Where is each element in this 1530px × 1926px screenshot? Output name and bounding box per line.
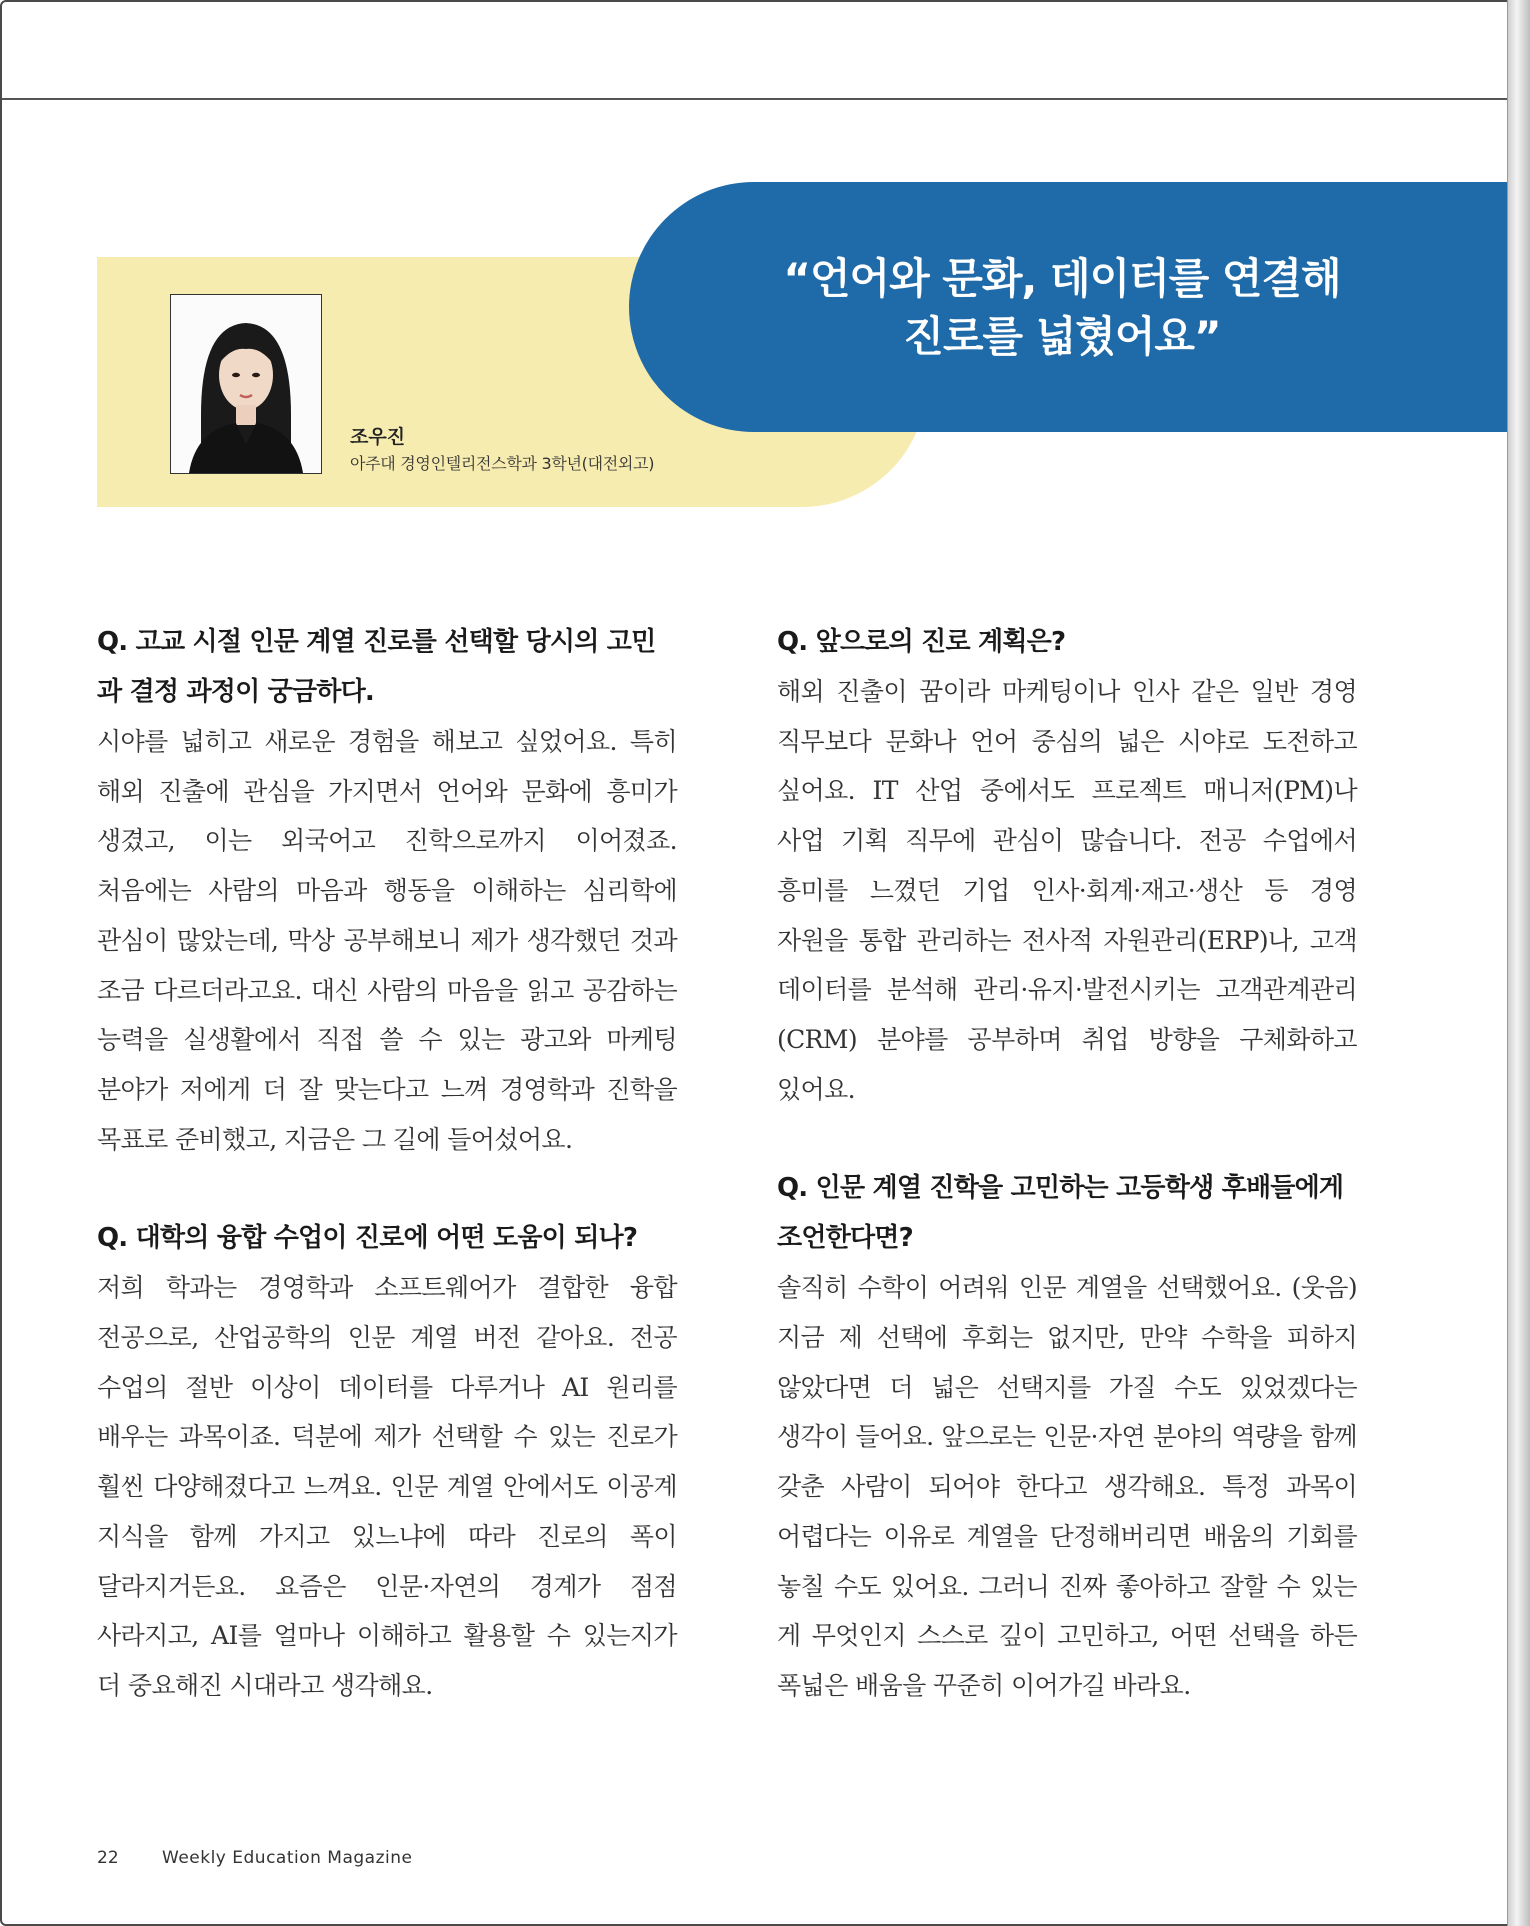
question-heading: Q. 앞으로의 진로 계획은? (777, 627, 1066, 657)
headline-line-2: 진로를 넓혔어요” (903, 312, 1221, 361)
question-heading: Q. 인문 계열 진학을 고민하는 고등학생 후배들에게 조언한다면? (777, 1173, 1344, 1254)
answer-paragraph: 시야를 넓히고 새로운 경험을 해보고 싶었어요. 특히 해외 진출에 관심을 가지면서 언어와 문화에 흥미가 생겼고, 이는 외국어고 진학으로까지 이어졌죠. 처음에는 사람의 마음과 행동을 이해하는 심리학에 관심이 많았는데, 막상 공부해보니 제가 생각했던 것과 조금 다르더라고요. 대신 사람의 마음을 읽고 공감하는 능력을 실생활에서 직접 쓸 수 있는 광고와 마케팅 분야가 저에게 더 잘 맞는다고 느껴 경영학과 진학을 목표로 준비했고, 지금은 그 길에 들어섰어요. (97, 727, 677, 1154)
top-rule (2, 98, 1510, 100)
profile-affiliation: 아주대 경영인텔리전스학과 3학년(대전외고) (350, 454, 655, 473)
answer-paragraph: 해외 진출이 꿈이라 마케팅이나 인사 같은 일반 경영 직무보다 문화나 언어 중심의 넓은 시야로 도전하고 싶어요. IT 산업 중에서도 프로젝트 매니저(PM)나 사업 기획 직무에 관심이 많습니다. 전공 수업에서 흥미를 느꼈던 기업 인사·회계·재고·생산 등 경영 자원을 통합 관리하는 전사적 자원관리(ERP)나, 고객 데이터를 분석해 관리·유지·발전시키는 고객관계관리(CRM) 분야를 공부하며 취업 방향을 구체화하고 있어요. (777, 677, 1357, 1104)
left-column (97, 617, 677, 1711)
portrait-illustration (171, 295, 321, 473)
profile-name: 조우진 (350, 426, 406, 448)
answer-paragraph: 저희 학과는 경영학과 소프트웨어가 결합한 융합 전공으로, 산업공학의 인문 계열 버전 같아요. 전공 수업의 절반 이상이 데이터를 다루거나 AI 원리를 배우는 과목이죠. 덕분에 제가 선택할 수 있는 진로가 훨씬 다양해졌다고 느껴요. 인문 계열 안에서도 이공계 지식을 함께 가지고 있느냐에 따라 진로의 폭이 달라지거든요. 요즘은 인문·자연의 경계가 점점 사라지고, AI를 얼마나 이해하고 활용할 수 있는지가 더 중요해진 시대라고 생각해요. (97, 1273, 677, 1700)
profile-photo (170, 294, 322, 474)
magazine-title: Weekly Education Magazine (162, 1848, 413, 1868)
headline-line-1: “언어와 문화, 데이터를 연결해 (783, 254, 1341, 303)
page-fold-edge (1507, 0, 1530, 1926)
question-heading: Q. 대학의 융합 수업이 진로에 어떤 도움이 되나? (97, 1223, 638, 1254)
page-number: 22 (97, 1848, 119, 1868)
question-heading: Q. 고교 시절 인문 계열 진로를 선택할 당시의 고민과 결정 과정이 궁금하다. (97, 627, 656, 707)
answer-paragraph: 솔직히 수학이 어려워 인문 계열을 선택했어요. (웃음) 지금 제 선택에 후회는 없지만, 만약 수학을 피하지 않았다면 더 넓은 선택지를 가질 수도 있었겠다는 생각이 들어요. 앞으로는 인문·자연 분야의 역량을 함께 갖춘 사람이 되어야 한다고 생각해요. 특정 과목이 어렵다는 이유로 계열을 단정해버리면 배움의 기회를 놓칠 수도 있어요. 그러니 진짜 좋아하고 잘할 수 있는 게 무엇인지 스스로 깊이 고민하고, 어떤 선택을 하든 폭넓은 배움을 꾸준히 이어가길 바라요. (777, 1273, 1357, 1700)
right-column (777, 617, 1357, 1711)
headline-quote (702, 250, 1422, 366)
